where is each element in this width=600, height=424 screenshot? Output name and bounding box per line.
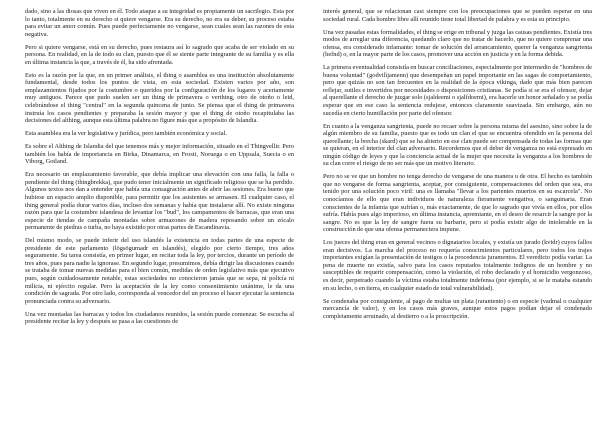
paragraph: Es sobre el Althing de Islandia del que tenemos más y mejor información, situado en el Thingvellir. Pero también los había de importancia en Birka, Dinamarca, en Frosti, Noruega o en Uppsala, Suecia o en Viborg, Gotland. xyxy=(25,143,294,166)
paragraph: Pero no se ve que un hombre no tenga derecho de vengarse de una manera u de otra. El hecho es también que no vengarse de forma sangrienta, aceptar, por consiguiente, compensaciones del orden que sea, era tenido por una solución poco viril: una es llamaba "llevar a los parientes muertos en su escarcela". No conocíamos de ello que eran individuos de naturaleza fieramente vengativa, o sanguinaria. Eran conscientes de la infamia que sufrían o, más exactamente, de que lo sagrado que vivía en ellos, por ellos sufría. Había pues algo imperioso, en última instancia, apremiante, en el deseo de resarcir la sangre por la sangre. No es que la ley de sangre fuera su barbarie, pero si podía existir algo de intolerable en la construcción de que una ofensa permaneciera impune. xyxy=(323,173,592,234)
paragraph: Esta asamblea era la ver legislativa y jurídica, pero también económica y social. xyxy=(25,130,228,138)
paragraph: Era necesario un emplazamiento favorable, que debía implicar una elevación con una falla, la falla o pendiente del thing (thingbrekka), que pudo tener inicialmente un significado religioso que se ha perdido. Algunos textos nos dan a entender que había una consagración antes de abrir las sesiones. Era bueno que hubiese un espacio amplio disponible, para permitir que los asistentes se armasen. El cualquier caso, el thing general podía durar varios días, incluso dos semanas y había que instalarse allí. No existe ninguna razón para que la costumbre islandesa de levantar los "bud", los campamentos de barracas, que eran una especie de tiendas de campaña montadas sobre armazones de madera reposando sobre un zócalo permanente de piedras o turba, no haya existido por otras partes de Escandinavia. xyxy=(25,171,294,232)
paragraph: dado, sino a las diosas que viven en él. Todo ataque a su integridad es propiamente un sacrilegio. Esta por lo tanto, totalmente en su derecho si quiere vengarse. Era su derecho, no era su deber, su proceso estaba para evitar un amor común. Pues puede perfectamente no vengarse, sean cuales sean las razones de esta negativa. xyxy=(25,8,294,38)
paragraph: Pero si quiere vengarse, está en su derecho, pues restaura así lo sagrado que acaba de ser violado en su persona. En realidad, en la de todo su clan, puesto que él se siente parte integrante de su familia y es ella en última instancia la que, a través de él, ha sido afrentada. xyxy=(25,43,294,66)
paragraph: Los jueces del thing eran en general vecinos o dignatarios locales, y existía un jurado (kvidr) cuyos fallos eran decisivos. La marcha del proceso no requería conocimientos particulares, pero todos los trajes importantes exigían la presentación de testigos o la procedencia juramentos. El veredicto podía variar. La pena de muerte no existía, salvo para los casos reputados totalmente indignos de un hombre y no susceptibles de requerir compensación, como la violación, el robo declarado y el homicidio vergonzoso, es decir, perpetrado cuando la víctima estaba totalmente indefensa (por ejemplo, si se le mataba estando en su lecho, o en tierra, en cualquier estado de total vulnerabilidad). xyxy=(323,239,592,292)
paragraph: En cuanto a la venganza sangrienta, puede no recaer sobre la persona misma del asesino, sino sobre la de algún miembro de su familia, puesto que es todo un clan el que se encuentra ofendido en la persona del querellante; la brecha (skard) que se ha abierto en ese clan puede ser compensada de todas las formas que se quieran, en el interior del clan adversario. Recordemos que el deber de venganza no está expresado en ningún código de leyes y que la conciencia actual de la mujer que necesita la venganza a los hombres de su clan corre el riesgo de no ser más que un motivo literario. xyxy=(323,122,592,168)
paragraph: Esto es la razón por la que, en un primer análisis, el thing o asamblea es una institución absolutamente fundamental, desde todos los puntos de vista, en esta sociedad. Existen varios por año, son emplazamientos fijados por la costumbre o queridos por la configuración de los lugares y acertamente muy antiguos. Parece que pudo suelen ser un thing de primavera o verthing, otro de otoño o leid, celebrándose el thing "central" en la segunda quincena de junio. Se piensa que el thing de primavera instruía los casos pendientes y preparaba la sesión mayor y que el thing de otoño recapitulaba las decisiones del althing, aunque esta última palabra no figure más que a propósito de Islandia. xyxy=(25,71,294,125)
paragraph: La primera eventualidad consistía en buscar conciliaciones, especialmente por intermedio de "hombres de buena voluntad" (godvilìjamenn) que desempeñan un papel importante en las sagas de comportamiento, pero que quizás no son tan frecuentes en la realidad de la época vikinga, dado que más bien parecen reflejar, sutiles e invertidos por necesidades o disposiciones cristianas. Se podía si se era el ofensor, dejar al querellante el derecho de juzgar solo (sjaldeemi o sjalfdoemi), era hacerle un honor señalado y se podía esperar que en ese caso la sentencia redujese, entonces claramente suavizada. Sin embargo, aún no sucedía en cierto humillación por parte del ofensor. xyxy=(323,64,592,117)
right-column xyxy=(323,8,592,424)
paragraph: Una vez pasadas estas formalidades, el thing se erige en tribunal y juzga las causas pendientes. Existía tres modos de arreglar una diferencia, quedando claro que no tratar de hacerlo, que no quiere comprenar una ofensa, era considerado infamante: tomar de solución del arrancamiento, querer la venganza sangrienta (hefnd) o, en la mayor parte de los casos, promover una acción en justicia y en la forma debida. xyxy=(323,28,592,59)
paragraph: Del mismo modo, se puede inferir del uso islandés la existencia en todas partes de una especie de presidente de este parlamento (lögsögumadr en islandés), elegido por cierto tiempo, tres años seguramente. Su tarea consistía, en primer lugar, en recitar toda la ley, por tercios, durante un período de tres años, pues para nadie la ignorase. En segundo lugar, presumimos, debía dirigir las discusiones cuando se trataba de tomar nuevas medidas para el bien común, medidas de orden legislativo más que ejecutivo pues, según cuidadosamente notable, estas sociedades no conocieron jamás que se sepa, ni policía ni milicia, ni ejército regular. Pero la aceptación de la ley como consentimiento unánime, le da una condición de sagrada. Por otro lado, corresponda al vencedor del un proceso el hacer ejecutar la sentencia pronunciada contra su adversario. xyxy=(25,237,294,305)
paragraph: Una vez montadas las barracas y todos los ciudadanos reunidos, la sesión puede comenzar. Se escucha al presidente recitar la ley y después se pasa a las cuestiones de xyxy=(25,310,294,326)
left-column xyxy=(25,8,294,424)
paragraph: interés general, que se relacionan casi siempre con los preocupaciones que se pueden esperar en una sociedad rural. Cada hombre libre allí reunido tiene total libertad de palabra y es esta su principio. xyxy=(323,8,592,23)
paragraph: Se condenaba por consiguiente, al pago de multas un plata (rarantento) o en especie (vadmal o cualquier mercancía de valor), y en los casos más graves, aunque estos pagos podían dejar el condenado completamente arruinado, al destierro o a la proscripción. xyxy=(323,297,592,320)
